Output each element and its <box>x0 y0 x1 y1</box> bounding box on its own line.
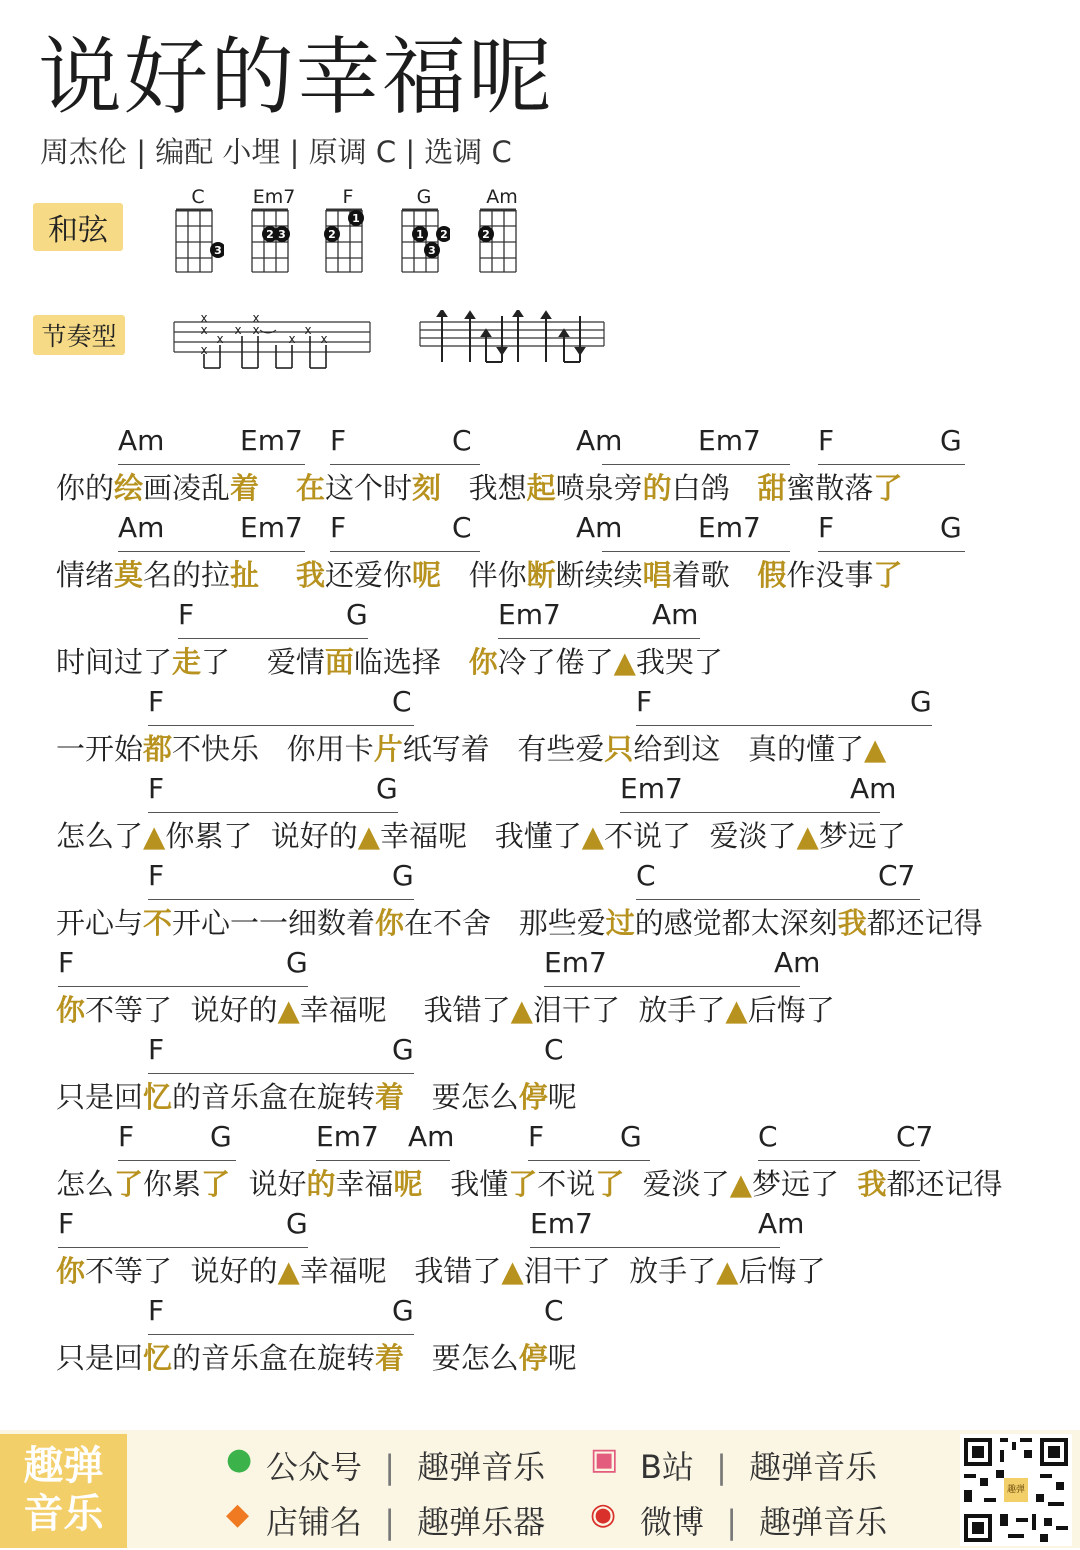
fretboard <box>322 208 374 274</box>
chord-symbol: Am <box>758 1207 805 1240</box>
lyric-segment: 的音乐盒在旋转 <box>172 1341 376 1375</box>
chord-symbol: Am <box>774 946 821 979</box>
accent-triangle: ▲ <box>510 993 533 1027</box>
bilibili-label: B站 <box>640 1448 694 1486</box>
lyric-segment: 名的拉 <box>143 558 231 592</box>
accent-syllable: 起 <box>526 471 556 505</box>
lyric-segment: 梦远了 <box>818 819 906 853</box>
fretboard <box>398 208 450 274</box>
lyric-text <box>56 1162 1002 1203</box>
lyric-segment: 都还记得 <box>886 1167 1003 1201</box>
qr-code <box>960 1434 1072 1546</box>
lyric-segment: 开心与 <box>56 906 144 940</box>
accent-syllable: 假 <box>757 558 787 592</box>
separator: | <box>716 1448 727 1486</box>
chord-symbol: F <box>330 511 347 544</box>
chord-span-line <box>118 1160 236 1161</box>
chord-symbol: Am <box>408 1120 455 1153</box>
fretboard <box>172 208 224 274</box>
lyric-segment: 纸写着 有些爱 <box>402 732 605 766</box>
chord-span-line <box>544 986 800 987</box>
lyric-segment: 说好 <box>230 1167 307 1201</box>
svg-text:x: x <box>234 323 242 337</box>
chord-symbol: G <box>376 772 398 805</box>
svg-text:x: x <box>288 332 296 346</box>
bilibili-info <box>640 1442 877 1488</box>
accent-triangle: ▲ <box>143 819 166 853</box>
chord-symbol: Am <box>850 772 897 805</box>
lyric-segment: 后悔了 <box>738 1254 826 1288</box>
chord-span-line <box>602 464 790 465</box>
chord-symbol: Em7 <box>530 1207 593 1240</box>
lyric-segment: 在不舍 那些爱 <box>404 906 606 940</box>
chord-diagram-2 <box>322 186 374 276</box>
finger-number: 1 <box>352 212 360 225</box>
lyric-segment: 怎么了 <box>56 819 144 853</box>
chord-name: Am <box>486 186 518 208</box>
lyric-segment: 要怎么 <box>404 1341 519 1375</box>
chord-symbol: C <box>544 1294 564 1327</box>
lyric-segment: 幸福呢 我错了 <box>299 993 511 1027</box>
lyric-segment: 幸福呢 我错了 <box>299 1254 502 1288</box>
chord-symbol: C <box>452 511 472 544</box>
chord-symbol: Em7 <box>620 772 683 805</box>
chord-symbol: G <box>940 511 962 544</box>
chord-symbol: Em7 <box>240 424 303 457</box>
finger-number: 1 <box>416 228 424 241</box>
chord-span-line <box>118 464 305 465</box>
finger-number: 2 <box>482 228 490 241</box>
lyric-segment <box>259 471 296 505</box>
lyric-segment: 要怎么 <box>404 1080 519 1114</box>
chord-symbol: G <box>392 859 414 892</box>
chord-symbol: G <box>910 685 932 718</box>
accent-triangle: ▲ <box>729 1167 752 1201</box>
accent-triangle: ▲ <box>796 819 819 853</box>
lyric-segment: 我想 <box>440 471 527 505</box>
chord-symbol: G <box>286 1207 308 1240</box>
lyric-segment: 后悔了 <box>747 993 835 1027</box>
wechat-value: 趣弹音乐 <box>417 1448 546 1486</box>
lyric-segment: 作没事 <box>786 558 874 592</box>
accent-syllable: 过 <box>605 906 635 940</box>
accent-syllable: 在 <box>295 471 325 505</box>
chord-symbol: C7 <box>878 859 916 892</box>
chord-symbol: Em7 <box>698 424 761 457</box>
chord-symbol: G <box>392 1294 414 1327</box>
chord-symbol: F <box>148 1033 165 1066</box>
chord-name: G <box>416 186 432 208</box>
lyric-text <box>56 640 723 681</box>
finger-number: 3 <box>428 244 436 257</box>
lyric-segment: 给到这 真的懂了 <box>633 732 865 766</box>
lyric-text <box>56 727 886 768</box>
shop-value: 趣弹乐器 <box>417 1503 546 1541</box>
accent-triangle: ▲ <box>581 819 605 853</box>
lyric-segment: 幸福呢 我懂了 <box>380 819 582 853</box>
chord-symbol: F <box>818 424 835 457</box>
fretboard <box>476 208 528 274</box>
chord-name: Em7 <box>252 186 296 208</box>
chord-symbol: F <box>118 1120 135 1153</box>
accent-syllable: 扯 <box>230 558 260 592</box>
svg-text:x: x <box>200 312 208 325</box>
lyric-segment: 还爱你 <box>324 558 412 592</box>
lyric-segment: 时间过了 <box>56 645 173 679</box>
accent-triangle: ▲ <box>716 1254 739 1288</box>
song-title: 说好的幸福呢 <box>38 28 555 126</box>
wechat-label: 公众号 <box>266 1448 363 1486</box>
chord-symbol: Am <box>118 424 165 457</box>
lyric-segment: 呢 <box>547 1080 577 1114</box>
accent-syllable: 都 <box>143 732 173 766</box>
finger-number: 3 <box>214 244 222 257</box>
chord-symbol: F <box>818 511 835 544</box>
lyric-segment: 的感觉都太深刻 <box>634 906 838 940</box>
accent-triangle: ▲ <box>277 993 300 1027</box>
chord-symbol: Em7 <box>316 1120 379 1153</box>
finger-number: 2 <box>440 228 448 241</box>
lyric-segment: 伴你 <box>440 558 527 592</box>
accent-syllable: 着 <box>230 471 260 505</box>
lyric-segment: 的音乐盒在旋转 <box>172 1080 376 1114</box>
lyric-text <box>56 901 983 942</box>
lyric-segment: 我哭了 <box>635 645 723 679</box>
chord-span-line <box>148 1073 414 1074</box>
finger-number: 2 <box>266 228 274 241</box>
chord-span-line <box>148 1334 414 1335</box>
weibo-icon: ◉ <box>590 1497 617 1532</box>
fretboard <box>248 208 300 274</box>
lyric-text <box>56 814 906 855</box>
rhythm-label: 节奏型 <box>33 315 125 355</box>
bilibili-value: 趣弹音乐 <box>749 1448 878 1486</box>
svg-text:x: x <box>200 323 208 337</box>
separator: | <box>384 1503 395 1541</box>
lyric-segment: 泪干了 放手了 <box>523 1254 717 1288</box>
accent-syllable: 刻 <box>411 471 441 505</box>
chord-span-line <box>818 464 965 465</box>
chord-symbol: F <box>330 424 347 457</box>
lyric-segment: 画凌乱 <box>143 471 231 505</box>
accent-syllable: 断 <box>526 558 556 592</box>
accent-syllable: 着 <box>375 1341 405 1375</box>
chord-symbol: Am <box>652 598 699 631</box>
chord-diagram-4 <box>476 186 528 276</box>
chord-name: C <box>191 186 205 208</box>
chord-symbol: G <box>620 1120 642 1153</box>
lyric-segment: 不说 <box>537 1167 596 1201</box>
lyric-text <box>56 1075 577 1116</box>
accent-syllable: 忆 <box>143 1341 173 1375</box>
chord-symbol: C <box>636 859 656 892</box>
accent-syllable: 片 <box>373 732 403 766</box>
chord-symbol: F <box>148 685 165 718</box>
chord-span-line <box>636 725 932 726</box>
wechat-icon: ● <box>226 1442 253 1477</box>
chord-symbol: G <box>210 1120 232 1153</box>
qr-badge: 趣弹 <box>1007 1485 1026 1495</box>
finger-number: 3 <box>278 228 286 241</box>
accent-syllable: 你 <box>468 645 498 679</box>
lyric-segment: 你累了 说好的 <box>165 819 358 853</box>
chord-span-line <box>316 1160 450 1161</box>
lyric-segment: 我懂 <box>422 1167 509 1201</box>
accent-syllable: 我 <box>857 1167 887 1201</box>
accent-syllable: 绘 <box>114 471 144 505</box>
separator: | <box>384 1448 395 1486</box>
chord-symbol: F <box>58 946 75 979</box>
chord-span-line <box>58 1247 308 1248</box>
lyric-segment: 了 爱情 <box>201 645 325 679</box>
lyric-text <box>56 988 835 1029</box>
song-info: 周杰伦 | 编配 小埋 | 原调 C | 选调 C <box>40 135 512 169</box>
svg-text:x: x <box>216 332 224 346</box>
accent-triangle: ▲ <box>357 819 381 853</box>
accent-syllable: 了 <box>595 1167 625 1201</box>
chord-diagram-1 <box>248 186 300 276</box>
svg-text:x: x <box>252 323 260 337</box>
finger-number: 2 <box>328 228 336 241</box>
lyric-text <box>56 1336 577 1377</box>
lyric-segment: 你的 <box>56 471 115 505</box>
weibo-label: 微博 <box>640 1503 705 1541</box>
chord-diagram-0 <box>172 186 224 276</box>
accent-syllable: 忆 <box>143 1080 173 1114</box>
chord-symbol: Am <box>118 511 165 544</box>
accent-syllable: 的 <box>306 1167 336 1201</box>
accent-syllable: 你 <box>56 1254 86 1288</box>
svg-text:x: x <box>252 312 260 325</box>
accent-syllable: 了 <box>508 1167 538 1201</box>
lyric-segment: 一开始 <box>56 732 144 766</box>
chord-symbol: C <box>758 1120 778 1153</box>
chord-symbol: Em7 <box>544 946 607 979</box>
lyric-segment: 只是回 <box>56 1080 144 1114</box>
accent-syllable: 着 <box>375 1080 405 1114</box>
chord-name: F <box>342 186 354 208</box>
weibo-value: 趣弹音乐 <box>759 1503 888 1541</box>
lyric-segment: 不快乐 你用卡 <box>172 732 374 766</box>
accent-syllable: 你 <box>375 906 405 940</box>
accent-syllable: 了 <box>201 1167 231 1201</box>
chord-symbol: G <box>940 424 962 457</box>
taobao-icon: ◆ <box>226 1497 250 1532</box>
lyric-text <box>56 553 902 594</box>
lyric-segment: 蜜散落 <box>786 471 874 505</box>
shop-label: 店铺名 <box>266 1503 363 1541</box>
chord-symbol: C <box>392 685 412 718</box>
lyric-segment: 不说了 爱淡了 <box>604 819 797 853</box>
accent-syllable: 停 <box>518 1080 548 1114</box>
chord-span-line <box>602 551 790 552</box>
chord-span-line <box>530 1247 780 1248</box>
accent-syllable: 走 <box>172 645 202 679</box>
accent-syllable: 我 <box>295 558 325 592</box>
lyric-segment: 只是回 <box>56 1341 144 1375</box>
strum-pattern-2 <box>418 310 606 370</box>
chord-span-line <box>818 551 965 552</box>
accent-triangle: ▲ <box>613 645 636 679</box>
lyric-segment: 怎么 <box>56 1167 115 1201</box>
lyric-segment: 不等了 说好的 <box>85 1254 278 1288</box>
shop-info <box>266 1497 545 1543</box>
wechat-info <box>266 1442 545 1488</box>
accent-triangle: ▲ <box>501 1254 524 1288</box>
accent-syllable: 莫 <box>114 558 144 592</box>
chord-span-line <box>498 638 700 639</box>
chord-symbol: F <box>636 685 653 718</box>
chord-symbol: Em7 <box>498 598 561 631</box>
svg-text:x: x <box>320 332 328 346</box>
chord-symbol: G <box>286 946 308 979</box>
chord-symbol: F <box>148 1294 165 1327</box>
lyric-segment: 着歌 <box>671 558 758 592</box>
accent-syllable: 的 <box>642 471 672 505</box>
lyric-segment: 临选择 <box>353 645 469 679</box>
bilibili-icon: ▣ <box>590 1442 619 1477</box>
lyric-segment: 你累 <box>143 1167 202 1201</box>
brand-logo <box>0 1434 127 1548</box>
chord-span-line <box>178 638 368 639</box>
chord-diagram-3 <box>398 186 450 276</box>
chord-symbol: C <box>544 1033 564 1066</box>
accent-syllable: 甜 <box>757 471 787 505</box>
lyric-segment: 开心一一细数着 <box>172 906 376 940</box>
chord-symbol: F <box>528 1120 545 1153</box>
svg-text:x: x <box>200 343 208 357</box>
chord-symbol: F <box>58 1207 75 1240</box>
accent-syllable: 只 <box>604 732 634 766</box>
weibo-info <box>640 1497 887 1543</box>
chord-span-line <box>330 464 480 465</box>
accent-syllable: 不 <box>143 906 173 940</box>
accent-syllable: 了 <box>873 558 903 592</box>
chord-symbol: Em7 <box>698 511 761 544</box>
chord-symbol: C7 <box>896 1120 934 1153</box>
accent-syllable: 呢 <box>393 1167 423 1201</box>
chord-symbol: F <box>178 598 195 631</box>
chord-symbol: Am <box>576 511 623 544</box>
chord-symbol: F <box>148 859 165 892</box>
accent-syllable: 面 <box>324 645 354 679</box>
separator: | <box>726 1503 737 1541</box>
lyric-segment: 这个时 <box>324 471 412 505</box>
lyric-segment <box>259 558 296 592</box>
lyric-segment: 呢 <box>547 1341 577 1375</box>
accent-triangle: ▲ <box>277 1254 300 1288</box>
chord-span-line <box>528 1160 650 1161</box>
lyric-segment: 都还记得 <box>866 906 983 940</box>
accent-syllable: 我 <box>837 906 867 940</box>
chord-span-line <box>620 812 880 813</box>
lyric-segment: 情绪 <box>56 558 115 592</box>
accent-syllable: 呢 <box>411 558 441 592</box>
chord-span-line <box>58 986 308 987</box>
chord-span-line <box>148 812 398 813</box>
lyric-segment: 冷了倦了 <box>497 645 614 679</box>
lyric-segment: 不等了 说好的 <box>85 993 278 1027</box>
chord-symbol: F <box>148 772 165 805</box>
lyric-segment: 白鸽 <box>671 471 758 505</box>
accent-syllable: 唱 <box>642 558 672 592</box>
accent-syllable: 停 <box>518 1341 548 1375</box>
accent-triangle: ▲ <box>725 993 748 1027</box>
lyric-text <box>56 1249 826 1290</box>
chord-span-line <box>148 899 414 900</box>
lyric-text <box>56 466 902 507</box>
chord-symbol: Am <box>576 424 623 457</box>
chord-symbol: G <box>392 1033 414 1066</box>
lyric-segment: 断续续 <box>555 558 643 592</box>
accent-syllable: 你 <box>56 993 86 1027</box>
chord-span-line <box>330 551 480 552</box>
lyric-segment: 喷泉旁 <box>555 471 643 505</box>
chord-span-line <box>148 725 414 726</box>
chord-symbol: C <box>452 424 472 457</box>
accent-syllable: 了 <box>114 1167 144 1201</box>
brand-line-1: 趣弹 <box>23 1443 104 1489</box>
lyric-segment: 梦远了 <box>752 1167 858 1201</box>
chord-span-line <box>758 1160 920 1161</box>
lyric-segment: 幸福 <box>335 1167 394 1201</box>
strum-pattern-1 <box>172 312 372 372</box>
chords-label: 和弦 <box>33 203 123 251</box>
chord-symbol: Em7 <box>240 511 303 544</box>
chord-span-line <box>118 551 305 552</box>
chord-span-line <box>636 899 920 900</box>
lyric-segment: 泪干了 放手了 <box>532 993 726 1027</box>
accent-triangle: ▲ <box>864 732 887 766</box>
svg-text:x: x <box>304 323 312 337</box>
chord-symbol: G <box>346 598 368 631</box>
lyric-segment: 爱淡了 <box>624 1167 730 1201</box>
accent-syllable: 了 <box>873 471 903 505</box>
brand-line-2: 音乐 <box>23 1491 104 1537</box>
